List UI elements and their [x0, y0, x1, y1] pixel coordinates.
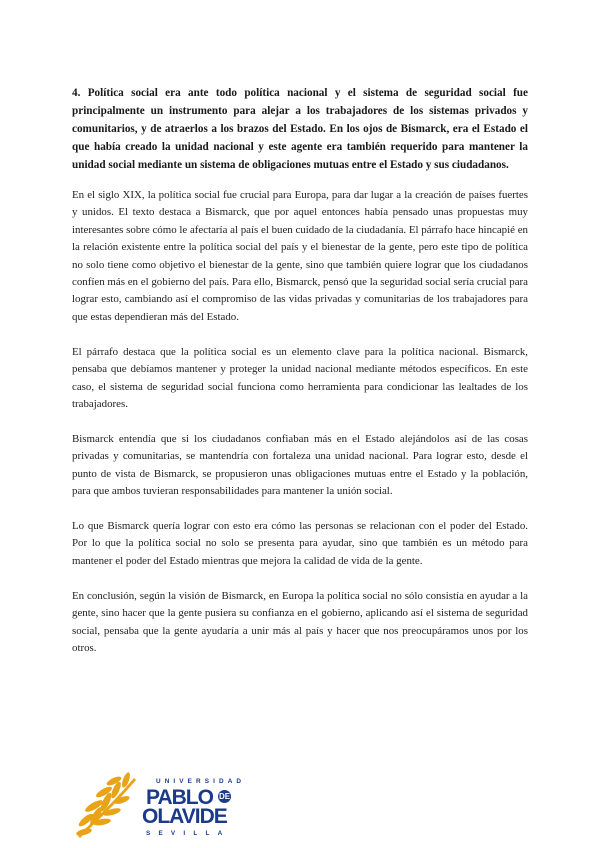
paragraph-4: Lo que Bismarck quería lograr con esto era cómo las personas se relacionan con el poder del Estado. Por lo que la política social no solo se presenta para ayudar, sino que también es un método para mantener el poder del Estado mientras que mejora la calidad de vida de la gente.	[72, 520, 528, 567]
paragraph-1: En el siglo XIX, la política social fue crucial para Europa, para dar lugar a la creación de países fuertes y unidos. El texto destaca a Bismarck, que por aquel entonces había pensado unas propuestas muy interesantes sobre cómo le afectaría al país el buen cuidado de la ciudadanía. El párrafo hace hincapié en la relación existente entre la política social del país y el bienestar de la gente, pero este tipo de política no solo tiene como objetivo el bienestar de la gente, sino que también quiere lograr que los ciudadanos confíen más en el gobierno del país. Para ello, Bismarck, pensó que la seguridad social sería crucial para lograr esto, cambiando así el compromiso de las vidas privadas y comunitarias de los trabajadores para que estas dependieran más del Estado.	[72, 189, 528, 323]
paragraph-5: En conclusión, según la visión de Bismarck, en Europa la política social no sólo consistía en ayudar a la gente, sino hacer que la gente pusiera su confianza en el gobierno, aplicando así el sistema de seguridad social, pensaba que la gente ayudaría a unir más al país y hacer que nos preocupáramos unos por los otros.	[72, 589, 528, 654]
paragraph-3: Bismarck entendía que si los ciudadanos confiaban más en el Estado alejándolos así de las cosas privadas y comunitarias, se mantendría con fortaleza una unidad nacional. Para lograr esto, desde el punto de vista de Bismarck, se propusieron unas obligaciones mutuas entre el Estado y la población, para que ambos tuvieran responsabilidades para mantener la unión social.	[72, 432, 528, 498]
logo-universidad: UNIVERSIDAD	[156, 778, 246, 785]
logo-olavide: OLAVIDE	[142, 805, 227, 828]
university-logo	[72, 772, 262, 840]
olive-branch-icon	[72, 772, 142, 840]
logo-pablo: PABLO	[146, 786, 213, 809]
paragraph-2: El párrafo destaca que la política social es un elemento clave para la política nacional. Bismarck, pensaba que debíamos mantener y proteger la unidad nacional mediante métodos específicos. En este caso, el sistema de seguridad social funciona como herramienta para condicionar las lealtades de los trabajadores.	[72, 345, 528, 410]
section-heading: 4. Política social era ante todo política nacional y el sistema de seguridad social fue principalmente un instrumento para alejar a los trabajadores de los sistemas privados y comunitarios, y de atraerlos a los brazos del Estado. En los ojos de Bismarck, era el Estado el que había creado la unidad nacional y este agente era también requerido para mantener la unidad social mediante un sistema de obligaciones mutuas entre el Estado y sus ciudadanos.	[72, 87, 528, 171]
document-body	[72, 84, 528, 675]
logo-sevilla: SEVILLA	[146, 830, 231, 837]
logo-de: DE	[218, 792, 231, 801]
